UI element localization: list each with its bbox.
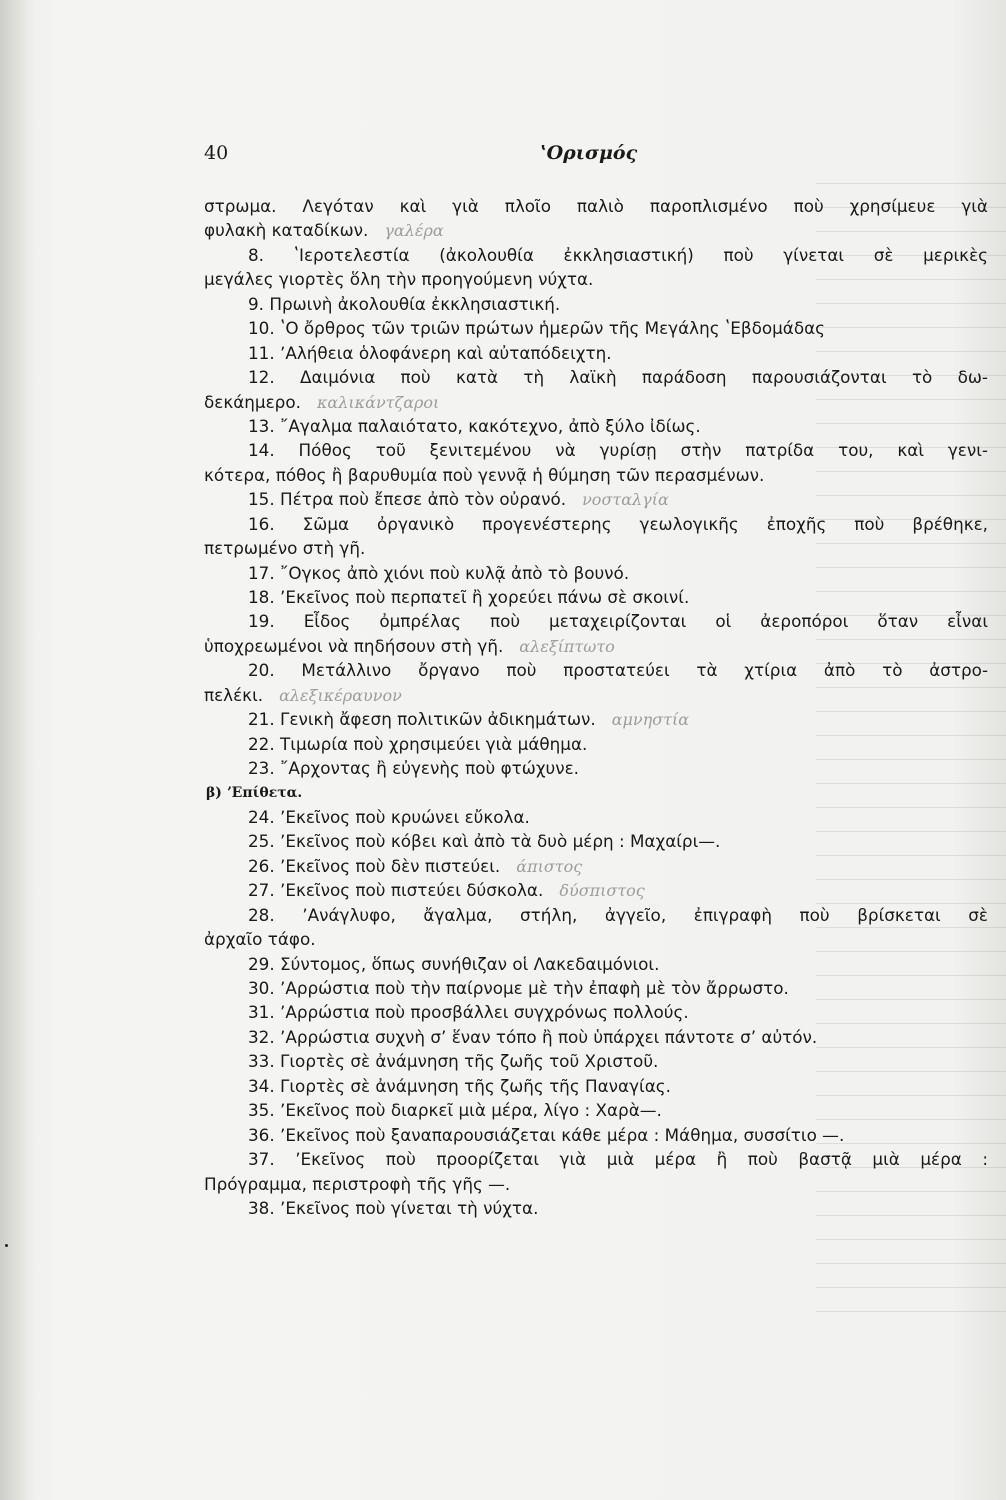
line-text: 37. ʼΕκεῖνος ποὺ προορίζεται γιὰ μιὰ μέρα ἢ ποὺ βαστᾷ μιὰ μέρα : xyxy=(248,1149,988,1170)
ink-speck xyxy=(5,1244,8,1247)
line-text: 11. ʼΑλήθεια ὁλοφάνερη καὶ αὐταπόδειχτη. xyxy=(248,342,612,363)
line-text: 29. Σύντομος, ὅπως συνήθιζαν οἱ Λακεδαιμόνιοι. xyxy=(248,953,660,974)
text-line xyxy=(204,1098,988,1122)
text-line xyxy=(204,829,988,853)
line-text: 38. ʼΕκεῖνος ποὺ γίνεται τὴ νύχτα. xyxy=(248,1197,539,1218)
text-line xyxy=(204,805,988,829)
line-text: 19. Εἶδος ὀμπρέλας ποὺ μεταχειρίζονται οἱ ἀεροπόροι ὅταν εἶναι xyxy=(248,611,988,632)
text-line xyxy=(204,536,988,560)
line-text: δεκάημερο. xyxy=(204,391,301,412)
line-text: μεγάλες γιορτὲς ὅλη τὴν προηγούμενη νύχτα. xyxy=(204,269,594,290)
line-text: 34. Γιορτὲς σὲ ἀνάμνηση τῆς ζωῆς τῆς Παναγίας. xyxy=(248,1075,671,1096)
text-line xyxy=(204,267,988,291)
text-line xyxy=(204,1000,988,1024)
line-text: 32. ʼΑρρώστια συχνὴ σ’ ἕναν τόπο ἢ ποὺ ὑπάρχει πάντοτε σ’ αὐτόν. xyxy=(248,1026,818,1047)
text-line xyxy=(204,1123,988,1147)
text-line xyxy=(204,561,988,585)
definitions-list xyxy=(204,194,988,1220)
line-text: 16. Σῶμα ὀργανικὸ προγενέστερης γεωλογικῆς ἐποχῆς ποὺ βρέθηκε, xyxy=(248,513,988,534)
text-line xyxy=(204,1147,988,1171)
line-text: 31. ʼΑρρώστια ποὺ προσβάλλει συγχρόνως πολλούς. xyxy=(248,1002,689,1023)
line-text: 8. ʽΙεροτελεστία (ἀκολουθία ἐκκλησιαστική) ποὺ γίνεται σὲ μερικὲς xyxy=(248,244,988,265)
page-edge xyxy=(0,0,26,1500)
line-text: πελέκι. xyxy=(204,684,264,705)
text-line xyxy=(204,878,988,902)
text-line xyxy=(204,1049,988,1073)
line-text: 28. ʼΑνάγλυφο, ἄγαλμα, στήλη, ἀγγεῖο, ἐπιγραφὴ ποὺ βρίσκεται σὲ xyxy=(248,904,988,925)
line-text: 21. Γενικὴ ἄφεση πολιτικῶν ἀδικημάτων. xyxy=(248,709,596,730)
running-title: ʽΟρισμός xyxy=(540,142,638,164)
page-header xyxy=(0,142,1006,172)
line-text: 20. Μετάλλινο ὄργανο ποὺ προστατεύει τὰ χτίρια ἀπὸ τὸ ἀστρο- xyxy=(248,660,988,681)
text-line xyxy=(204,243,988,267)
text-line xyxy=(204,927,988,951)
text-line xyxy=(204,438,988,462)
text-line xyxy=(204,1074,988,1098)
handwritten-note: νοσταλγία xyxy=(582,490,669,510)
text-line xyxy=(204,194,988,218)
text-line xyxy=(204,658,988,682)
text-line xyxy=(204,341,988,365)
handwritten-note: άπιστος xyxy=(516,856,583,876)
text-line xyxy=(204,1196,988,1220)
line-text: 27. ʼΕκεῖνος ποὺ πιστεύει δύσκολα. xyxy=(248,880,544,901)
line-text: 13. ῎Αγαλμα παλαιότατο, κακότεχνο, ἀπὸ ξύλο ἰδίως. xyxy=(248,415,701,436)
line-text: στρωμα. Λεγόταν καὶ γιὰ πλοῖο παλιὸ παροπλισμένο ποὺ χρησίμευε γιὰ xyxy=(204,196,988,216)
handwritten-note: γαλέρα xyxy=(384,221,444,241)
text-line xyxy=(204,952,988,976)
handwritten-note: αλεξίπτωτο xyxy=(519,636,615,656)
line-text: φυλακὴ καταδίκων. xyxy=(204,220,369,241)
line-text: 30. ʼΑρρώστια ποὺ τὴν παίρνομε μὲ τὴν ἐπαφὴ μὲ τὸν ἄρρωστο. xyxy=(248,978,789,998)
line-text: 12. Δαιμόνια ποὺ κατὰ τὴ λαϊκὴ παράδοση παρουσιάζονται τὸ δω- xyxy=(248,367,988,388)
text-line xyxy=(204,512,988,536)
text-line xyxy=(204,634,988,658)
line-text: 36. ʼΕκεῖνος ποὺ ξαναπαρουσιάζεται κάθε μέρα : Μάθημα, συσσίτιο —. xyxy=(248,1124,845,1145)
text-line xyxy=(204,1172,988,1196)
text-line xyxy=(204,365,988,389)
text-line xyxy=(204,609,988,633)
line-text: 14. Πόθος τοῦ ξενιτεμένου νὰ γυρίσῃ στὴν πατρίδα του, καὶ γενι- xyxy=(248,440,988,461)
text-line xyxy=(204,390,988,414)
handwritten-note: δύσπιστος xyxy=(559,881,645,901)
text-line xyxy=(204,903,988,927)
text-line xyxy=(204,316,988,340)
line-text: 24. ʼΕκεῖνος ποὺ κρυώνει εὔκολα. xyxy=(248,806,530,827)
text-line xyxy=(204,1025,988,1049)
line-text: 22. Τιμωρία ποὺ χρησιμεύει γιὰ μάθημα. xyxy=(248,733,588,754)
line-text: 18. ʼΕκεῖνος ποὺ περπατεῖ ἢ χορεύει πάνω σὲ σκοινί. xyxy=(248,587,690,607)
line-text: β) ʼΕπίθετα. xyxy=(206,784,303,801)
line-text: πετρωμένο στὴ γῆ. xyxy=(204,538,366,559)
line-text: 26. ʼΕκεῖνος ποὺ δὲν πιστεύει. xyxy=(248,855,501,876)
text-line xyxy=(204,585,988,609)
line-text: Πρόγραμμα, περιστροφὴ τῆς γῆς —. xyxy=(204,1173,511,1194)
text-line xyxy=(204,292,988,316)
handwritten-note: αμνηστία xyxy=(611,710,690,730)
text-line xyxy=(204,854,988,878)
line-text: 17. ῎Ογκος ἀπὸ χιόνι ποὺ κυλᾷ ἀπὸ τὸ βουνό. xyxy=(248,562,630,583)
text-line xyxy=(204,707,988,731)
text-line xyxy=(204,463,988,487)
line-text: 25. ʼΕκεῖνος ποὺ κόβει καὶ ἀπὸ τὰ δυὸ μέρη : Μαχαίρι—. xyxy=(248,831,721,852)
line-text: 33. Γιορτὲς σὲ ἀνάμνηση τῆς ζωῆς τοῦ Χριστοῦ. xyxy=(248,1051,659,1072)
line-text: 15. Πέτρα ποὺ ἔπεσε ἀπὸ τὸν οὐρανό. xyxy=(248,489,567,510)
line-text: 9. Πρωινὴ ἀκολουθία ἐκκλησιαστική. xyxy=(248,293,561,314)
section-heading xyxy=(204,781,988,805)
line-text: 35. ʼΕκεῖνος ποὺ διαρκεῖ μιὰ μέρα, λίγο : Χαρὰ—. xyxy=(248,1100,662,1121)
line-text: 23. ῎Αρχοντας ἢ εὐγενὴς ποὺ φτώχυνε. xyxy=(248,758,579,779)
text-line xyxy=(204,976,988,1000)
line-text: κότερα, πόθος ἢ βαρυθυμία ποὺ γεννᾷ ἡ θύμηση τῶν περασμένων. xyxy=(204,464,765,485)
page-number: 40 xyxy=(204,142,229,164)
handwritten-note: καλικάντζαροι xyxy=(316,392,440,412)
text-line xyxy=(204,732,988,756)
text-line xyxy=(204,218,988,242)
text-line xyxy=(204,756,988,780)
handwritten-note: αλεξικέραυνον xyxy=(279,685,402,705)
line-text: ἀρχαῖο τάφο. xyxy=(204,929,316,950)
line-text: 10. ʽΟ ὄρθρος τῶν τριῶν πρώτων ἡμερῶν τῆς Μεγάλης ʽΕβδομάδας xyxy=(248,318,826,339)
text-line xyxy=(204,414,988,438)
text-line xyxy=(204,487,988,511)
text-line xyxy=(204,683,988,707)
line-text: ὑποχρεωμένοι νὰ πηδήσουν στὴ γῆ. xyxy=(204,635,504,656)
